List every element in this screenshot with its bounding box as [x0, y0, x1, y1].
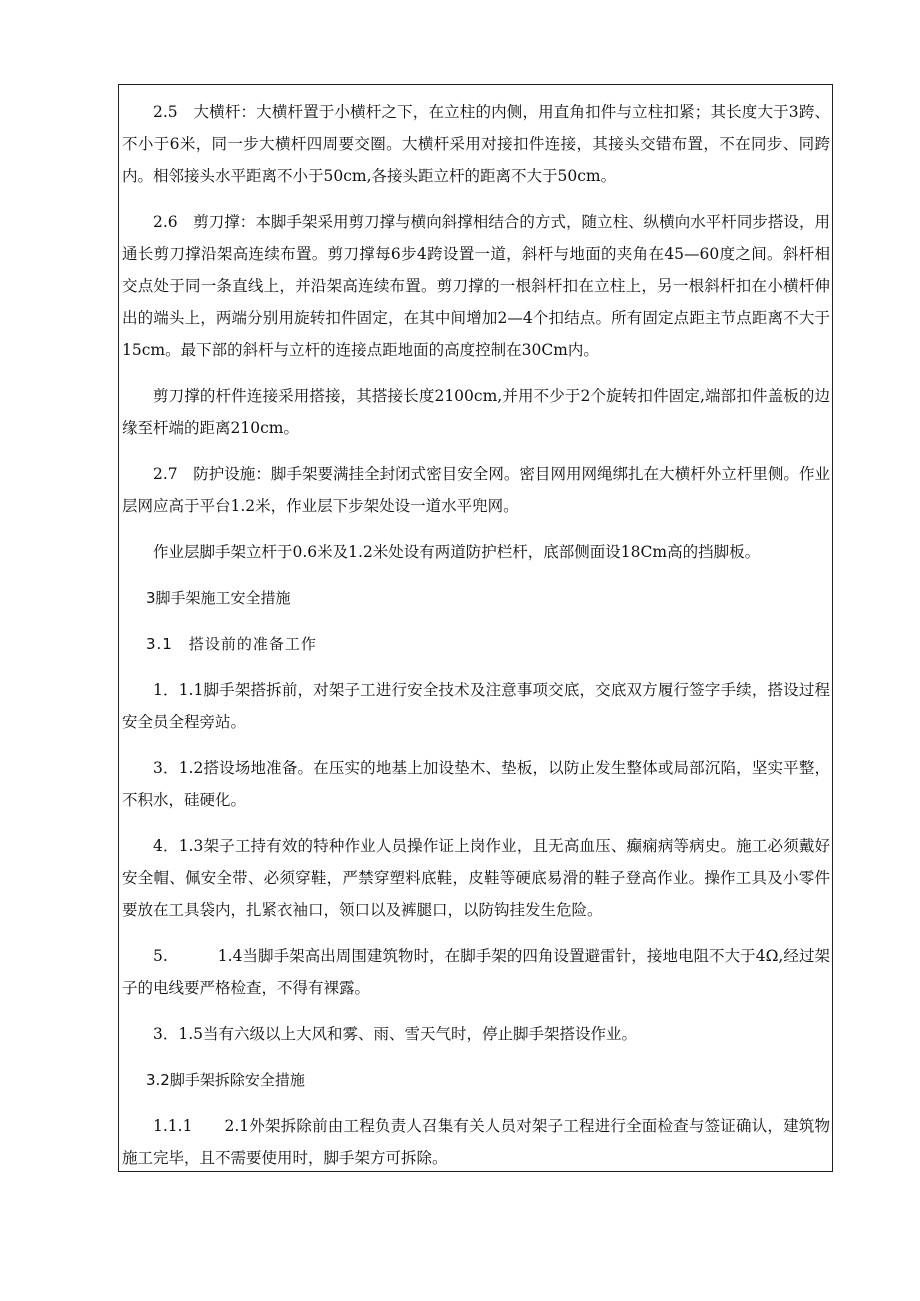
- item-text: 2.1外架拆除前由工程负责人召集有关人员对架子工程进行全面检查与签证确认，建筑物施工完毕，且不需要使用时，脚手架方可拆除。: [122, 1117, 830, 1167]
- item-1-1-4: [122, 940, 830, 1004]
- heading-section-3: 3脚手架施工安全措施: [146, 589, 291, 607]
- item-2-1: [122, 1110, 830, 1174]
- item-number: 5.: [153, 947, 168, 965]
- item-1-1-1: 1．1.1脚手架搭拆前，对架子工进行安全技术及注意事项交底，交底双方履行签字手续，搭设过程安全员全程旁站。: [122, 681, 830, 731]
- item-1-1-3: 4．1.3架子工持有效的特种作业人员操作证上岗作业，且无高血压、癫痫病等病史。施工必须戴好安全帽、佩安全带、必须穿鞋，严禁穿塑料底鞋，皮鞋等硬底易滑的鞋子登高作业。操作工具及小零件要放在工具袋内，扎紧衣袖口，领口以及裤腿口，以防钩挂发生危险。: [122, 837, 830, 919]
- paragraph-scissor-brace-joint: 剪刀撑的杆件连接采用搭接，其搭接长度2100cm,并用不少于2个旋转扣件固定,端部扣件盖板的边缘至杆端的距离210cm。: [122, 387, 830, 437]
- paragraph-guardrail: 作业层脚手架立杆于0.6米及1.2米处设有两道防护栏杆，底部侧面设18Cm高的挡脚板。: [153, 543, 761, 561]
- paragraph-2-5: 2.5 大横杆：大横杆置于小横杆之下，在立柱的内侧，用直角扣件与立柱扣紧；其长度大于3跨、不小于6米，同一步大横杆四周要交圈。大横杆采用对接扣件连接，其接头交错布置，不在同步、同跨内。相邻接头水平距离不小于50cm,各接头距立杆的距离不大于50cm。: [122, 103, 830, 185]
- item-1-1-2: 3．1.2搭设场地准备。在压实的地基上加设垫木、垫板，以防止发生整体或局部沉陷，坚实平整，不积水，硅硬化。: [122, 759, 830, 809]
- document-body: [122, 96, 830, 1188]
- item-1-1-5: 3．1.5当有六级以上大风和雾、雨、雪天气时，停止脚手架搭设作业。: [153, 1025, 638, 1043]
- heading-section-3-1: 3.1 搭设前的准备工作: [146, 635, 317, 653]
- item-number: 1.1.1: [153, 1117, 193, 1135]
- item-text: 1.4当脚手架高出周围建筑物时，在脚手架的四角设置避雷针，接地电阻不大于4Ω,经过架子的电线要严格检查，不得有裸露。: [122, 947, 830, 997]
- paragraph-2-6: 2.6 剪刀撑：本脚手架采用剪刀撑与横向斜撑相结合的方式，随立柱、纵横向水平杆同步搭设，用通长剪刀撑沿架高连续布置。剪刀撑每6步4跨设置一道，斜杆与地面的夹角在45—60度之间。斜杆相交点处于同一条直线上，并沿架高连续布置。剪刀撑的一根斜杆扣在立柱上，另一根斜杆扣在小横杆伸出的端头上，两端分别用旋转扣件固定，在其中间增加2—4个扣结点。所有固定点距主节点距离不大于15cm。最下部的斜杆与立杆的连接点距地面的高度控制在30Cm内。: [122, 213, 830, 359]
- paragraph-2-7: 2.7 防护设施：脚手架要满挂全封闭式密目安全网。密目网用网绳绑扎在大横杆外立杆里侧。作业层网应高于平台1.2米，作业层下步架处设一道水平兜网。: [122, 465, 830, 515]
- heading-section-3-2: 3.2脚手架拆除安全措施: [146, 1071, 305, 1089]
